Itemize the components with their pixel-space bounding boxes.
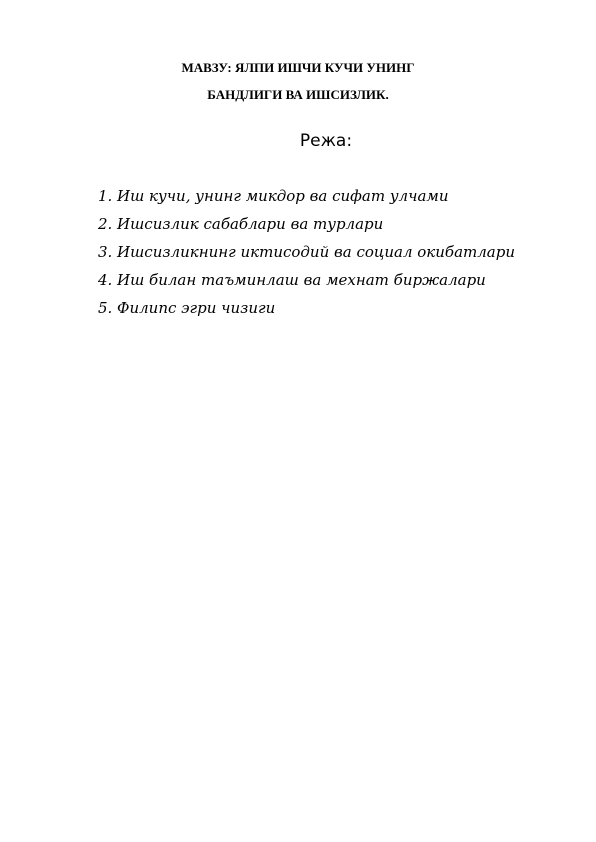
plan-item-text: Ишсизликнинг иктисодий ва социал окибатлари — [117, 243, 515, 261]
plan-item-5 — [98, 294, 515, 322]
document-title-line-1: МАВЗУ: ЯЛПИ ИШЧИ КУЧИ УНИНГ — [181, 60, 415, 75]
plan-heading: Режа: — [299, 131, 353, 151]
plan-item-number: 1. — [98, 187, 113, 205]
plan-item-number: 3. — [98, 243, 113, 261]
plan-item-text: Иш кучи, унинг микдор ва сифат улчами — [117, 187, 449, 205]
plan-item-number: 2. — [98, 215, 113, 233]
plan-item-4 — [98, 266, 515, 294]
document-title — [0, 54, 596, 108]
plan-item-text: Филипс эгри чизиги — [117, 299, 276, 317]
plan-item-number: 5. — [98, 299, 113, 317]
plan-item-text: Иш билан таъминлаш ва мехнат биржалари — [117, 271, 486, 289]
plan-item-1 — [98, 182, 515, 210]
document-title-line-2: БАНДЛИГИ ВА ИШСИЗЛИК. — [207, 87, 389, 102]
plan-item-3 — [98, 238, 515, 266]
plan-item-2 — [98, 210, 515, 238]
plan-item-number: 4. — [98, 271, 113, 289]
plan-list — [98, 182, 515, 322]
plan-item-text: Ишсизлик сабаблари ва турлари — [117, 215, 384, 233]
